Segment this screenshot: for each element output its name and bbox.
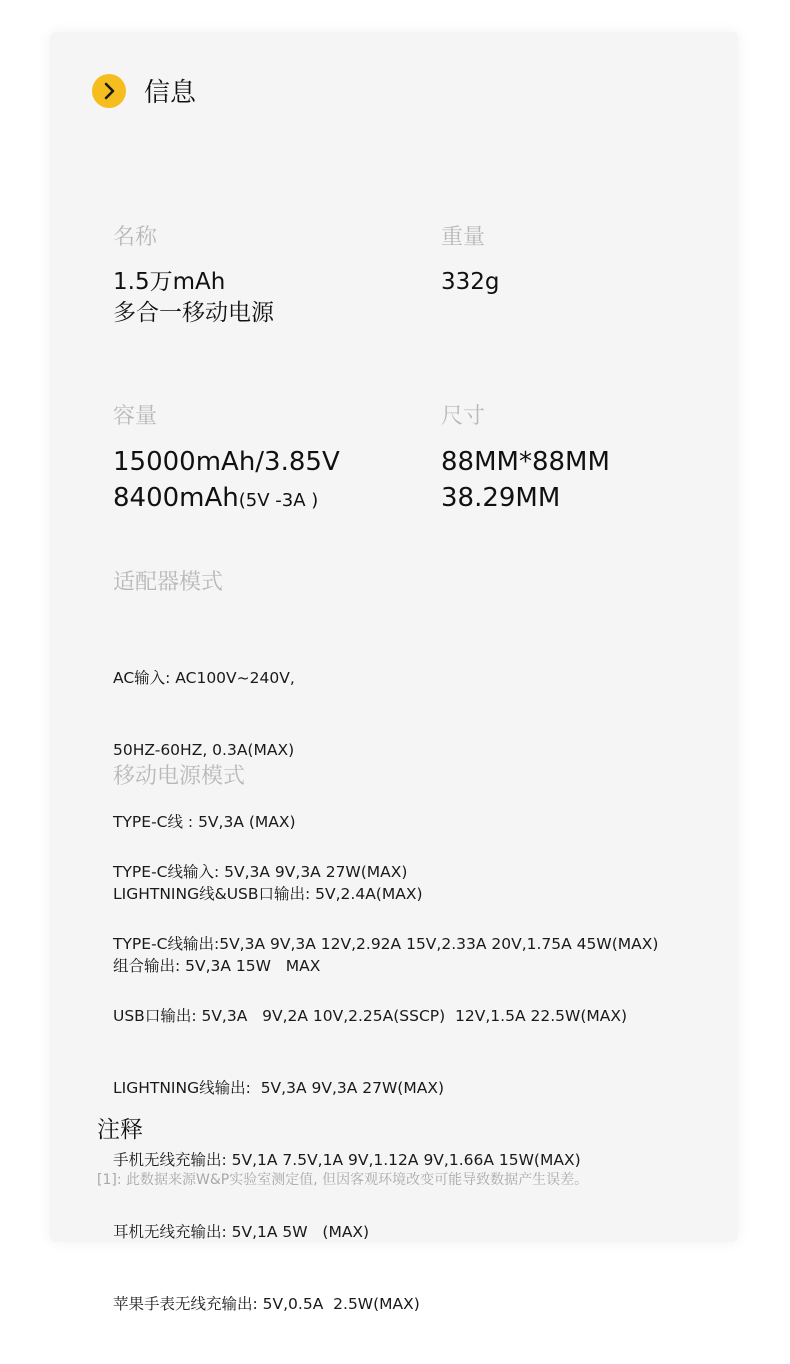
list-item: 耳机无线充输出: 5V,1A 5W (MAX) [113, 1223, 370, 1241]
spec-size-label: 尺寸 [441, 404, 486, 429]
info-card [50, 32, 738, 1313]
list-item: 苹果手表无线充输出: 5V,0.5A 2.5W(MAX) [113, 1295, 420, 1313]
list-item: LIGHTNING线输出: 5V,3A 9V,3A 27W(MAX) [113, 1079, 444, 1097]
adapter-mode-label: 适配器模式 [113, 570, 224, 595]
spec-size-value [441, 444, 610, 516]
spec-capacity-main: 8400mAh [113, 483, 239, 513]
notes-text: [1]: 此数据来源W&P实验室测定值, 但因客观环境改变可能导致数据产生误差。 [97, 1172, 589, 1188]
chevron-right-icon[interactable] [92, 74, 126, 108]
spec-name [113, 220, 274, 329]
list-item: 手机无线充输出: 5V,1A 7.5V,1A 9V,1.12A 9V,1.66A 15W(MAX) [113, 1151, 581, 1169]
spec-capacity-line [113, 480, 340, 519]
powerbank-mode-list [113, 812, 658, 1364]
spec-capacity [113, 399, 340, 519]
list-item: USB口输出: 5V,3A 9V,2A 10V,2.25A(SSCP) 12V,1.5A 22.5W(MAX) [113, 1007, 628, 1025]
spec-weight-value: 332g [441, 269, 500, 295]
spec-weight [441, 220, 500, 298]
list-item: 组合输出: 5V,3A 15W MAX [113, 957, 321, 975]
powerbank-mode-label: 移动电源模式 [113, 764, 246, 789]
list-item: 50HZ-60HZ, 0.3A(MAX) [113, 741, 295, 759]
spec-name-label: 名称 [113, 225, 158, 250]
spec-capacity-value [113, 444, 340, 519]
spec-size-line: 88MM*88MM [441, 447, 610, 477]
list-item: TYPE-C线 : 5V,3A (MAX) [113, 813, 296, 831]
spec-size-line: 38.29MM [441, 483, 561, 513]
spec-name-value [113, 267, 274, 329]
spec-name-line: 多合一移动电源 [113, 300, 274, 326]
list-item: AC输入: AC100V~240V, [113, 669, 295, 687]
spec-capacity-label: 容量 [113, 404, 158, 429]
spec-name-line: 1.5万mAh [113, 269, 226, 295]
list-item: LIGHTNING线&USB口输出: 5V,2.4A(MAX) [113, 885, 423, 903]
spec-capacity-note: (5V -3A ) [238, 490, 319, 511]
list-item: TYPE-C线输入: 5V,3A 9V,3A 27W(MAX) [113, 863, 408, 881]
list-item: TYPE-C线输出:5V,3A 9V,3A 12V,2.92A 15V,2.33A 20V,1.75A 45W(MAX) [113, 935, 659, 953]
spec-capacity-line: 15000mAh/3.85V [113, 447, 340, 477]
spec-weight-label: 重量 [441, 225, 486, 250]
spec-size [441, 399, 610, 516]
powerbank-mode [113, 759, 658, 1364]
section-title: 信息 [144, 78, 197, 108]
notes-title: 注释 [97, 1117, 143, 1143]
section-header [92, 72, 196, 109]
